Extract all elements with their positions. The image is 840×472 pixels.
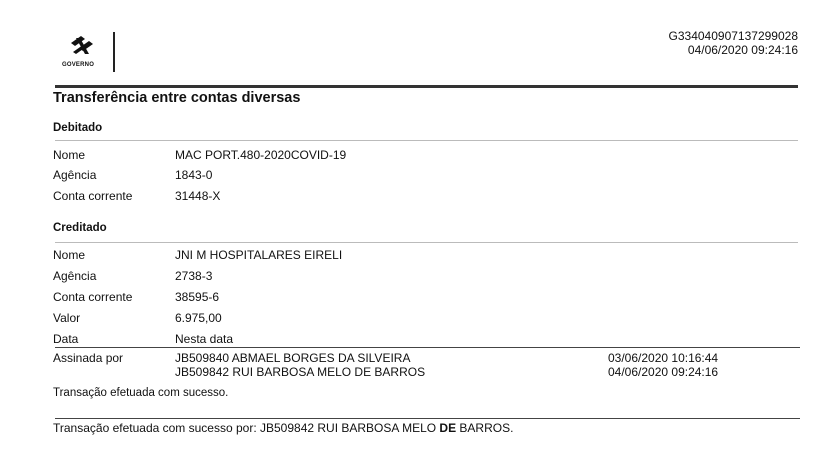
section-creditado-rule bbox=[55, 242, 798, 243]
credit-agency-value: 2738-3 bbox=[175, 269, 213, 283]
signer-2-name: JB509842 RUI BARBOSA MELO DE BARROS bbox=[175, 365, 426, 379]
footer-confirmation bbox=[53, 421, 513, 435]
footer-rule bbox=[55, 418, 800, 419]
debit-agency-label: Agência bbox=[53, 168, 97, 182]
debit-agency-value: 1843-0 bbox=[175, 168, 213, 182]
credit-name-value: JNI M HOSPITALARES EIRELI bbox=[175, 248, 343, 262]
section-creditado-heading: Creditado bbox=[53, 222, 107, 234]
credit-name-label: Nome bbox=[53, 248, 86, 262]
debit-account-label: Conta corrente bbox=[53, 189, 133, 203]
section-debitado-rule bbox=[55, 140, 798, 141]
credit-agency-label: Agência bbox=[53, 269, 97, 283]
amount-value: 6.975,00 bbox=[175, 311, 222, 325]
document-datetime: 04/06/2020 09:24:16 bbox=[687, 43, 798, 57]
signer-1-datetime: 03/06/2020 10:16:44 bbox=[608, 351, 719, 365]
credit-account-label: Conta corrente bbox=[53, 290, 133, 304]
signer-2-datetime: 04/06/2020 09:24:16 bbox=[608, 365, 719, 379]
debit-name-label: Nome bbox=[53, 148, 86, 162]
document-code: G334040907137299028 bbox=[668, 29, 798, 43]
signer-1-name: JB509840 ABMAEL BORGES DA SILVEIRA bbox=[175, 351, 411, 365]
bank-logo bbox=[57, 30, 115, 74]
debit-name-value: MAC PORT.480-2020COVID-19 bbox=[175, 148, 347, 162]
section-debitado-heading: Debitado bbox=[53, 122, 103, 134]
signature-rule bbox=[55, 347, 800, 348]
header-rule bbox=[55, 85, 798, 88]
bank-logo-icon bbox=[67, 34, 97, 60]
credit-account-value: 38595-6 bbox=[175, 290, 220, 304]
logo-divider bbox=[113, 32, 115, 72]
date-label: Data bbox=[53, 332, 79, 346]
signed-by-label: Assinada por bbox=[53, 351, 124, 365]
amount-label: Valor bbox=[53, 311, 81, 325]
transaction-status: Transação efetuada com sucesso. bbox=[53, 387, 229, 399]
date-value: Nesta data bbox=[175, 332, 234, 346]
page-title: Transferência entre contas diversas bbox=[53, 90, 301, 106]
footer-bold: DE bbox=[439, 421, 457, 435]
footer-suffix: BARROS. bbox=[456, 421, 514, 435]
debit-account-value: 31448-X bbox=[175, 189, 221, 203]
logo-text: GOVERNO bbox=[62, 62, 95, 68]
footer-prefix: Transação efetuada com sucesso por: JB509842 RUI BARBOSA MELO bbox=[53, 421, 440, 435]
